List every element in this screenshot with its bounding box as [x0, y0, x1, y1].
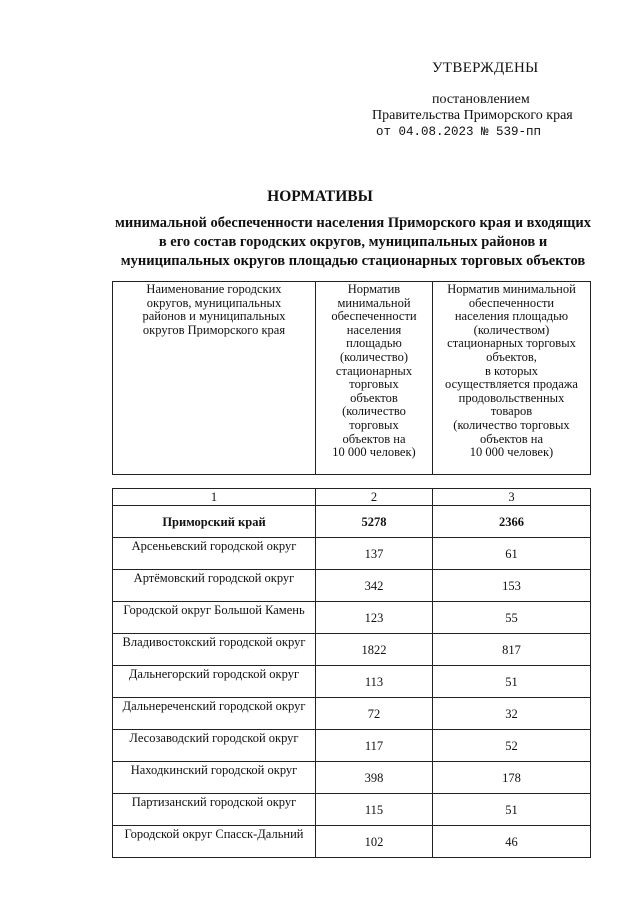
municipality-name: Владивостокский городской округ	[113, 634, 316, 666]
municipality-name: Городской округ Большой Камень	[113, 602, 316, 634]
data-table	[112, 488, 591, 858]
subtitle-line: муниципальных округов площадью стационарных торговых объектов	[120, 253, 586, 269]
header-line: округов, муниципальных	[146, 295, 282, 310]
norm-total-value: 137	[316, 538, 433, 570]
header-line: объектов,	[486, 349, 537, 364]
norm-food-value: 153	[433, 570, 591, 602]
header-line: обеспеченности	[331, 309, 417, 324]
header-line: 10 000 человек)	[469, 445, 554, 460]
subtitle-line: минимальной обеспеченности населения Приморского края и входящих	[115, 215, 591, 231]
norm-total-value: 123	[316, 602, 433, 634]
norm-food-value: 51	[433, 666, 591, 698]
header-line: районов и муниципальных	[142, 309, 286, 324]
norm-food-value: 178	[433, 762, 591, 794]
norm-total-value: 113	[316, 666, 433, 698]
header-line: минимальной	[337, 295, 411, 310]
municipality-name: Партизанский городской округ	[113, 794, 316, 826]
header-line: населения	[346, 322, 402, 337]
header-line: населения площадью	[454, 309, 569, 324]
header-line: объектов	[350, 390, 398, 405]
norm-food-value: 46	[433, 826, 591, 858]
header-line: 10 000 человек)	[332, 445, 416, 460]
norm-total-value: 115	[316, 794, 433, 826]
norm-total-value: 398	[316, 762, 433, 794]
header-line: (количество торговых	[453, 417, 570, 432]
norm-food-value: 2366	[433, 506, 591, 538]
approval-heading: УТВЕРЖДЕНЫ	[432, 60, 539, 76]
municipality-name: Приморский край	[113, 506, 316, 538]
norm-food-value: 817	[433, 634, 591, 666]
norm-total-value: 1822	[316, 634, 433, 666]
table-row	[113, 634, 591, 666]
table-row	[113, 698, 591, 730]
header-line: в которых	[485, 363, 538, 378]
table-row	[113, 538, 591, 570]
column-number: 3	[433, 489, 591, 506]
table-row	[113, 506, 591, 538]
header-line: товаров	[490, 404, 533, 419]
norm-total-value: 5278	[316, 506, 433, 538]
header-line: осуществляется продажа	[445, 377, 578, 392]
norm-total-value: 72	[316, 698, 433, 730]
header-line: Наименование городских	[146, 282, 282, 296]
header-col-norm-food	[433, 282, 591, 475]
table-row	[113, 602, 591, 634]
table-row	[113, 570, 591, 602]
norm-food-value: 61	[433, 538, 591, 570]
decree-line-1: постановлением	[432, 92, 530, 107]
table-row	[113, 794, 591, 826]
data-table-body	[113, 489, 591, 858]
norm-total-value: 102	[316, 826, 433, 858]
municipality-name: Артёмовский городской округ	[113, 570, 316, 602]
document-subtitle	[86, 214, 620, 271]
municipality-name: Находкинский городской округ	[113, 762, 316, 794]
column-number: 2	[316, 489, 433, 506]
document-title: НОРМАТИВЫ	[267, 188, 373, 205]
header-line: (количество	[342, 404, 406, 419]
decree-line-2: Правительства Приморского края	[372, 108, 573, 123]
municipality-name: Дальнегорский городской округ	[113, 666, 316, 698]
header-line: (количеством)	[473, 322, 550, 337]
header-line: округов Приморского края	[142, 322, 286, 337]
municipality-name: Дальнереченский городской округ	[113, 698, 316, 730]
decree-number-date: от 04.08.2023 № 539-пп	[376, 125, 542, 139]
header-line: стационарных	[335, 363, 413, 378]
table-row	[113, 666, 591, 698]
header-col-name	[113, 282, 316, 475]
table-row	[113, 826, 591, 858]
norm-food-value: 51	[433, 794, 591, 826]
norm-total-value: 342	[316, 570, 433, 602]
norm-food-value: 32	[433, 698, 591, 730]
norm-total-value: 117	[316, 730, 433, 762]
table-row	[113, 730, 591, 762]
municipality-name: Лесозаводский городской округ	[113, 730, 316, 762]
municipality-name: Городской округ Спасск-Дальний	[113, 826, 316, 858]
header-line: Норматив минимальной	[447, 282, 576, 296]
header-line: Норматив	[347, 282, 401, 296]
header-line: торговых	[349, 377, 399, 392]
header-table	[112, 281, 591, 475]
column-number: 1	[113, 489, 316, 506]
header-line: (количество)	[340, 349, 408, 364]
municipality-name: Арсеньевский городской округ	[113, 538, 316, 570]
header-line: продовольственных	[458, 390, 565, 405]
header-line: обеспеченности	[468, 295, 555, 310]
header-line: стационарных торговых	[447, 336, 576, 351]
table-row	[113, 762, 591, 794]
norm-food-value: 55	[433, 602, 591, 634]
norm-food-value: 52	[433, 730, 591, 762]
subtitle-line: в его состав городских округов, муниципальных районов и	[158, 234, 548, 250]
header-line: объектов на	[479, 431, 544, 446]
header-line: торговых	[349, 417, 399, 432]
column-numbers-row	[113, 489, 591, 506]
header-col-norm-total	[316, 282, 433, 475]
header-line: объектов на	[342, 431, 406, 446]
header-line: площадью	[346, 336, 402, 351]
